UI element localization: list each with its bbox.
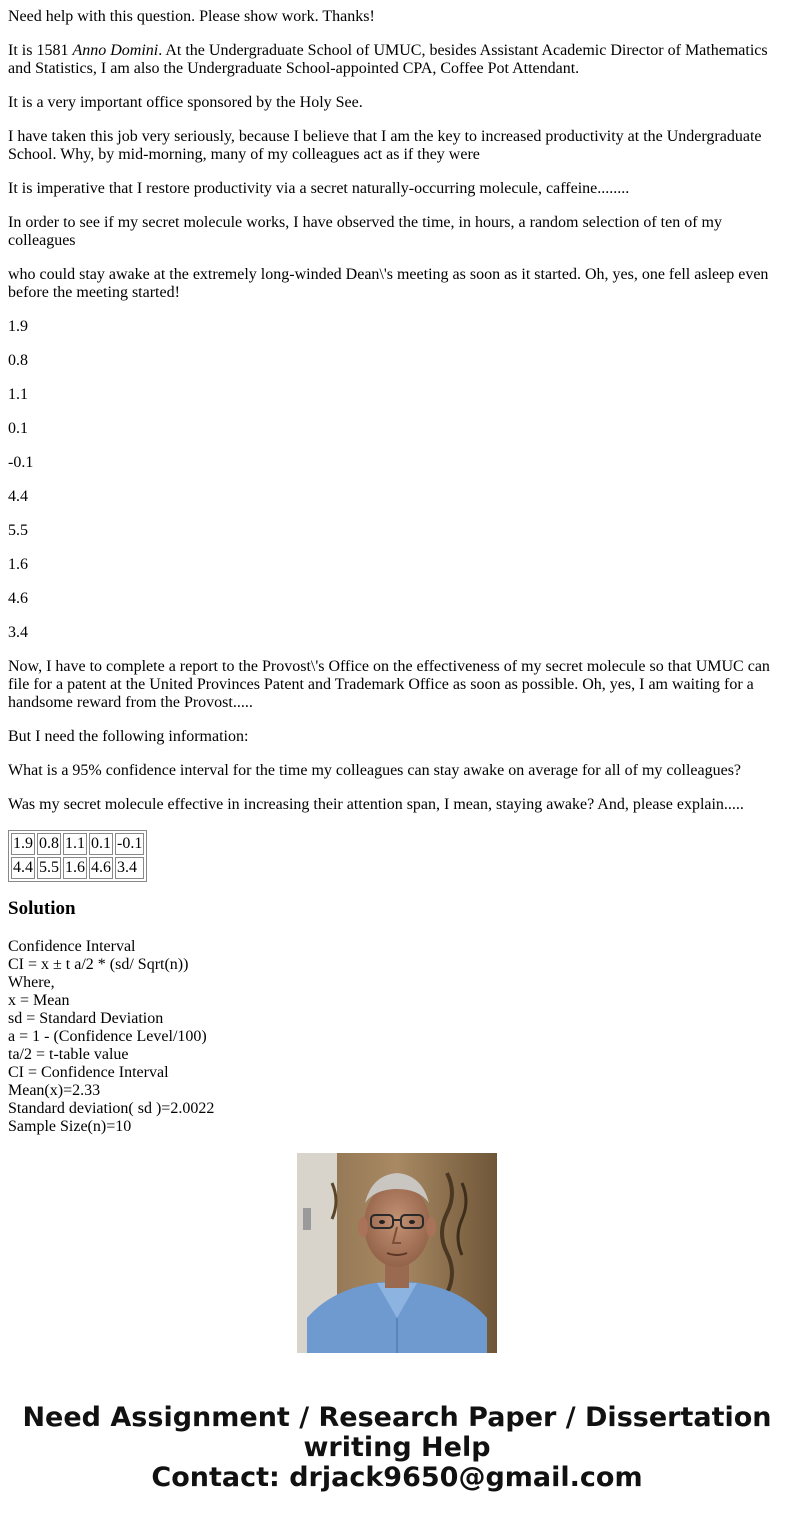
paragraph-report: Now, I have to complete a report to the Provost\'s Office on the effectiveness of my secret molecule so that UMUC can file for a patent at the United Provinces Patent and Trademark Office as soon as possible. Oh, yes, I am waiting for a handsome reward from the Provost..... — [8, 658, 770, 711]
data-value: 0.8 — [8, 352, 28, 369]
table-cell: 1.6 — [63, 857, 87, 879]
solution-line: Sample Size(n)=10 — [8, 1118, 132, 1135]
data-value: 4.6 — [8, 590, 28, 607]
solution-line: sd = Standard Deviation — [8, 1010, 164, 1027]
data-value: 4.4 — [8, 488, 28, 505]
data-value: 0.1 — [8, 420, 28, 437]
tutor-avatar — [297, 1153, 497, 1353]
solution-line: CI = x ± t a/2 * (sd/ Sqrt(n)) — [8, 956, 189, 973]
table-cell: 1.1 — [63, 833, 87, 855]
paragraph-observation: In order to see if my secret molecule works, I have observed the time, in hours, a random selection of ten of my colleagues — [8, 214, 722, 249]
solution-line: x = Mean — [8, 992, 70, 1009]
data-value: 1.1 — [8, 386, 28, 403]
paragraph-anno-domini — [8, 42, 786, 78]
table-row — [11, 833, 144, 855]
p1-before: It is 1581 — [8, 42, 73, 59]
solution-line: Standard deviation( sd )=2.0022 — [8, 1100, 215, 1117]
table-cell: 1.9 — [11, 833, 35, 855]
table-cell: 4.6 — [89, 857, 113, 879]
table-cell: 0.1 — [89, 833, 113, 855]
solution-heading: Solution — [8, 898, 76, 919]
question-content — [8, 8, 786, 1135]
data-table — [8, 830, 147, 882]
data-value: 3.4 — [8, 624, 28, 641]
data-value: 5.5 — [8, 522, 28, 539]
paragraph-productivity: I have taken this job very seriously, because I believe that I am the key to increased productivity at the Undergraduate School. Why, by mid-morning, many of my colleagues act as if they were — [8, 128, 762, 163]
paragraph-meeting: who could stay awake at the extremely long-winded Dean\'s meeting as soon as it started. Oh, yes, one fell asleep even before the meeting started! — [8, 266, 769, 301]
paragraph-question-ci: What is a 95% confidence interval for the time my colleagues can stay awake on average for all of my colleagues? — [8, 762, 742, 779]
tutor-portrait-image — [297, 1153, 497, 1353]
paragraph-need-info: But I need the following information: — [8, 728, 249, 745]
solution-line: Mean(x)=2.33 — [8, 1082, 101, 1099]
promo-line-1: Need Assignment / Research Paper / Dissertation — [22, 1402, 772, 1433]
data-value: 1.6 — [8, 556, 28, 573]
data-value: 1.9 — [8, 318, 28, 335]
table-cell: 0.8 — [37, 833, 61, 855]
promo-contact: Contact: drjack9650@gmail.com — [151, 1462, 643, 1493]
solution-line: CI = Confidence Interval — [8, 1064, 169, 1081]
promo-line-2: writing Help — [303, 1432, 491, 1463]
anno-domini-emphasis: Anno Domini — [72, 42, 159, 59]
paragraph-holy-see: It is a very important office sponsored by the Holy See. — [8, 94, 363, 111]
table-cell: 5.5 — [37, 857, 61, 879]
solution-line: ta/2 = t-table value — [8, 1046, 129, 1063]
paragraph-question-effective: Was my secret molecule effective in increasing their attention span, I mean, staying awake? And, please explain..... — [8, 796, 744, 813]
table-cell: -0.1 — [115, 833, 144, 855]
table-cell: 3.4 — [115, 857, 144, 879]
data-value: -0.1 — [8, 454, 34, 471]
solution-line: Confidence Interval — [8, 938, 136, 955]
solution-line: a = 1 - (Confidence Level/100) — [8, 1028, 207, 1045]
solution-line: Where, — [8, 974, 55, 991]
table-cell: 4.4 — [11, 857, 35, 879]
paragraph-caffeine: It is imperative that I restore productivity via a secret naturally-occurring molecule, caffeine........ — [8, 180, 630, 197]
p1-after: . At the Undergraduate School of UMUC, besides Assistant Academic Director of Mathematics and Statistics, I am also the Undergraduate School-appointed CPA, Coffee Pot Attendant. — [8, 42, 768, 77]
table-row — [11, 857, 144, 879]
intro-text: Need help with this question. Please show work. Thanks! — [8, 8, 375, 25]
solution-body — [8, 938, 786, 1136]
promo-banner — [0, 1403, 794, 1493]
